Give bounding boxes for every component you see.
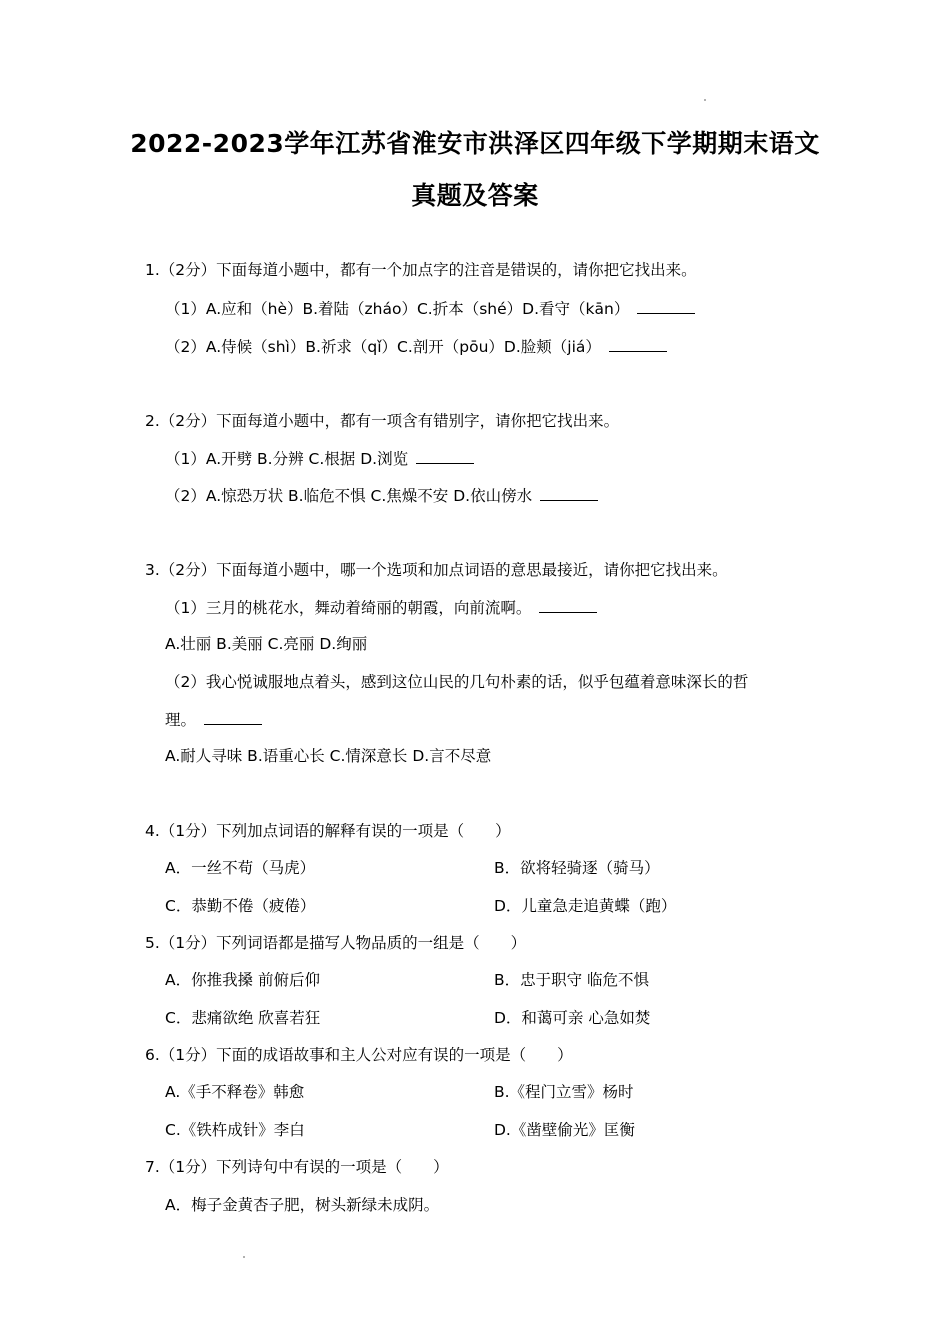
- q1-sub2: [165, 336, 667, 357]
- q6-option-a[interactable]: A.《手不释卷》韩愈: [165, 1083, 305, 1101]
- q6-option-b[interactable]: B.《程门立雪》杨时: [494, 1083, 634, 1101]
- q7-option-a[interactable]: A．梅子金黄杏子肥，树头新绿未成阴。: [165, 1196, 440, 1214]
- q1-sub1-text: （1）A.应和（hè）B.着陆（zháo）C.折本（shé）D.看守（kān）: [165, 300, 630, 318]
- q1-sub2-answer-blank[interactable]: [609, 336, 667, 352]
- q3-sub2-text: 理。: [165, 711, 197, 729]
- q5-option-b[interactable]: B．忠于职守 临危不惧: [494, 971, 650, 989]
- q5-option-a[interactable]: A．你推我搡 前俯后仰: [165, 971, 321, 989]
- q3-sub1: [165, 597, 597, 618]
- q2-sub1: [165, 448, 474, 469]
- q4-option-d[interactable]: D．儿童急走追黄蝶（跑）: [494, 897, 677, 915]
- q3-sub1-answer-blank[interactable]: [539, 597, 597, 613]
- q2-sub2: [165, 485, 598, 506]
- q1-sub1: [165, 298, 695, 319]
- q2-sub1-answer-blank[interactable]: [416, 448, 474, 464]
- q5-option-d[interactable]: D．和蔼可亲 心急如焚: [494, 1009, 651, 1027]
- q1-sub1-answer-blank[interactable]: [637, 298, 695, 314]
- q2-stem: 2.（2分）下面每道小题中，都有一项含有错别字，请你把它找出来。: [145, 412, 620, 430]
- q2-sub2-answer-blank[interactable]: [540, 485, 598, 501]
- q4-option-b[interactable]: B．欲将轻骑逐（骑马）: [494, 859, 660, 877]
- q6-stem: 6.（1分）下面的成语故事和主人公对应有误的一项是（ ）: [145, 1046, 573, 1064]
- q4-stem: 4.（1分）下列加点词语的解释有误的一项是（ ）: [145, 822, 511, 840]
- q4-option-a[interactable]: A．一丝不苟（马虎）: [165, 859, 316, 877]
- q2-sub1-text: （1）A.开劈 B.分辨 C.根据 D.浏览: [165, 450, 409, 468]
- q1-sub2-text: （2）A.侍候（shì）B.祈求（qǐ）C.剖开（pōu）D.脸颊（jiá）: [165, 338, 601, 356]
- page-speck-top: [704, 99, 706, 101]
- q3-sub2-line1: （2）我心悦诚服地点着头，感到这位山民的几句朴素的话，似乎包蕴着意味深长的哲: [165, 673, 749, 691]
- q5-option-c[interactable]: C．悲痛欲绝 欣喜若狂: [165, 1009, 321, 1027]
- q3-sub1-options: A.壮丽 B.美丽 C.亮丽 D.绚丽: [165, 635, 368, 653]
- q6-option-c[interactable]: C.《铁杵成针》李白: [165, 1121, 305, 1139]
- q5-stem: 5.（1分）下列词语都是描写人物品质的一组是（ ）: [145, 934, 527, 952]
- q6-option-d[interactable]: D.《凿壁偷光》匡衡: [494, 1121, 635, 1139]
- q3-stem: 3.（2分）下面每道小题中，哪一个选项和加点词语的意思最接近，请你把它找出来。: [145, 561, 728, 579]
- q1-stem: 1.（2分）下面每道小题中，都有一个加点字的注音是错误的，请你把它找出来。: [145, 261, 697, 279]
- document-title-line1: 2022-2023学年江苏省淮安市洪泽区四年级下学期期末语文: [130, 129, 820, 158]
- q3-sub1-text: （1）三月的桃花水，舞动着绮丽的朝霞，向前流啊。: [165, 599, 532, 617]
- document-title-line2: 真题及答案: [411, 181, 539, 210]
- q3-sub2-options: A.耐人寻味 B.语重心长 C.情深意长 D.言不尽意: [165, 747, 492, 765]
- page-speck-bottom: [243, 1256, 245, 1258]
- q7-stem: 7.（1分）下列诗句中有误的一项是（ ）: [145, 1158, 449, 1176]
- q2-sub2-text: （2）A.惊恐万状 B.临危不惧 C.焦燥不安 D.依山傍水: [165, 487, 533, 505]
- q4-option-c[interactable]: C．恭勤不倦（疲倦）: [165, 897, 316, 915]
- q3-sub2-line2: [165, 709, 262, 730]
- q3-sub2-answer-blank[interactable]: [204, 709, 262, 725]
